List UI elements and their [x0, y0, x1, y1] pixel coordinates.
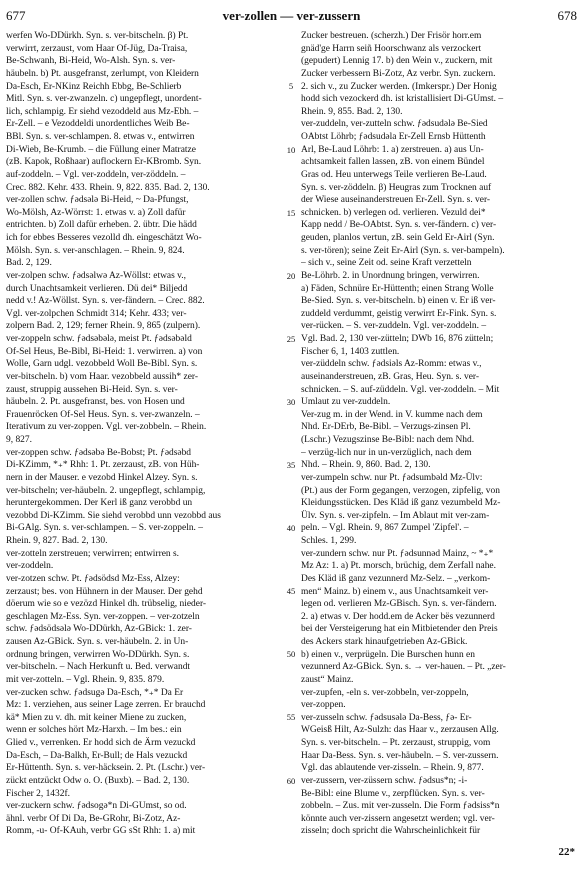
text-line: (gepudert) Lennig 17. b) den Wein v., zuckern, mit [301, 56, 493, 67]
text-line: gnäd'ge Harrn seiñ Hoorschwanz als verzockert [301, 43, 482, 54]
text-line: Zucker verbessern Bi-Zotz, Az verbr. Syn. zuckern. [301, 68, 496, 79]
line-number: 55 [286, 712, 296, 723]
right-column [301, 30, 579, 840]
text-line: Bi-GAlg. Syn. s. ver-schlampen. – S. ver-zoppeln. – [6, 523, 203, 534]
text-line: zaust“ Mainz. [301, 674, 354, 685]
text-line: ver-zucken schw. ƒədsugə Da-Esch, *₊* Da Er [6, 687, 184, 698]
text-line: durch Unachtsamkeit verlieren. Dü dei* Biljedd [6, 283, 188, 294]
text-line: könnte auch ver-zissern angesetzt werden; vgl. ver- [301, 813, 495, 824]
signature-mark: 22* [558, 846, 575, 858]
text-line: geschlagen Mz-Ess. Syn. ver-zoppen. – ver-zotzeln [6, 611, 200, 622]
text-line: zobbeln. – Zus. mit ver-zusseln. Die Form ƒədsiss*n [301, 801, 500, 812]
text-line: Mölsh. Syn. s. ver-anschlagen. – Rhein. 9, 824. [6, 245, 185, 256]
text-line: Be-Löhrb. 2. in Unordnung bringen, verwirren. [301, 270, 480, 281]
page-number-left: 677 [6, 8, 26, 23]
text-line: Di-KZimm, *₊* Rhh: 1. Pt. zerzaust, zB. von Hüh- [6, 460, 200, 471]
text-line: Mitl. Syn. s. ver-zwanzeln. c) ungepflegt, unordent- [6, 94, 202, 105]
line-number: 35 [286, 460, 296, 471]
text-line: heruntergekommen. Der Kerl iß ganz verobbd un [6, 498, 193, 509]
text-line: ver-bitscheln. – Nach Herkunft u. Bed. verwandt [6, 662, 191, 673]
running-title: ver-zollen — ver-zussern [222, 8, 361, 23]
text-line: ver-züddeln schw. ƒədsiəls Az-Romm: etwas v., [301, 359, 482, 370]
text-line: Nhd. – Rhein. 9, 860. Bad. 2, 130. [301, 460, 431, 471]
page-number-right: 678 [557, 8, 577, 23]
text-line: wenn er solches hört Mz-Harxh. – Im bes.: ein [6, 725, 182, 736]
line-number: 5 [288, 81, 294, 92]
text-line: ver-zusseln schw. ƒədsusələ Da-Bess, ƒə- Er- [301, 712, 472, 723]
text-line: Fischer 6, 1, 1403 zuttlen. [301, 346, 400, 357]
text-line: (Lschr.) Vezugszinse Be-Bibl: nach dem Nhd. [301, 435, 475, 445]
text-line: Ülv. Syn. s. ver-zipfeln. – Im Ablaut mit ver-zam- [301, 510, 490, 521]
text-line: zuddeld verdummt, geistig verwirrt Er-Fink. Syn. s. [301, 308, 497, 319]
text-line: hodd sich vezockerd dh. ist kristallisiert Di-GUmst. – [301, 94, 504, 105]
text-line: Nhd. Er-DErb, Be-Bibl. – Verzugs-zinsen Pl. [301, 422, 471, 433]
text-line: häubeln. 2. Pt. ausgefranst, bes. von Hosen und [6, 397, 185, 408]
text-line: Bad. 2, 129. [6, 258, 52, 269]
text-line: zaust, struppig aussehen Bi-Heid. Syn. s. ver- [6, 384, 178, 395]
text-line: zisseln; doch spricht die Wahrscheinlichkeit für [301, 826, 481, 837]
text-line: mit ver-zotteln. – Vgl. Rhein. 9, 835. 879. [6, 674, 165, 685]
text-line: Mz Az: 1. a) Pt. morsch, brüchig, dem Zerfall nahe. [301, 561, 496, 572]
text-line: Zucker bestreuen. (scherzh.) Der Frisör horr.em [301, 31, 482, 41]
text-line: zolpern Bad. 2, 129; ferner Rhein. 9, 865 (zulpern). [6, 321, 201, 332]
text-line: ordnung bringen, verwirren Wo-DDürkh. Syn. s. [6, 649, 190, 660]
text-line: Be-Sied. Syn. s. ver-bitscheln. b) einen v. Er iß ver- [301, 296, 496, 307]
text-line: Des Kläd iß ganz vezunnerd Mz-Selz. – „verkom- [301, 573, 491, 584]
text-line: zückt entzückt Odw o. O. (Buxb). – Bad. 2, 130. [6, 775, 190, 786]
text-line: ver-zuckern schw. ƒədsogə*n Di-GUmst, so od. [6, 801, 187, 812]
text-line: OAbtst Löhrb; ƒədsudəla Er-Zell Ernsb Hüttenth [301, 132, 486, 142]
text-line: ver-zotteln zerstreuen; verwirren; entwirren s. [6, 548, 180, 559]
text-line: Er-Zell. – e Vezoddeldi unordentliches Weib Be- [6, 119, 190, 130]
text-line: ver-zussern, ver-züssern schw. ƒədsus*n; -i- [301, 775, 468, 786]
text-line: Ver-zug m. in der Wend. in V. kumme nach dem [301, 409, 483, 420]
left-column [6, 30, 281, 840]
text-line: BBl. Syn. s. ver-schlampen. 8. etwas v., entwirren [6, 132, 195, 142]
text-line: ähnl. verbr Of Di Da, Be-GRohr, Bi-Zotz, Az- [6, 813, 181, 824]
text-line: ver-bitscheln; ver-häubeln. 2. ungepflegt, schlampig, [6, 485, 206, 496]
text-line: geuden, planlos vertun, zB. sein Geld Er-Airl (Syn. [301, 233, 495, 243]
text-line: – verzüg-lich nur in un-verzüglich, nach dem [301, 447, 472, 458]
text-line: a) Fäden, Schnüre Er-Hüttenth; einen Strang Wolle [301, 283, 494, 294]
text-line: nedd v.! Az-Wöllst. Syn. s. ver-fändern. – Crec. 882. [6, 296, 205, 307]
text-line: ver-zollen schw. ƒədsələ Bi-Heid, ~ Da-Pfungst, [6, 195, 189, 206]
page-header [6, 8, 577, 26]
text-line: ver-zumpeln schw. nur Pt. ƒədsumbəld Mz-Ülv: [301, 472, 483, 483]
line-number: 25 [286, 333, 296, 344]
text-line: Be-Bibl: eine Blume v., zerpflücken. Syn. s. ver- [301, 788, 485, 799]
text-line: Syn. s. ver-zöddeln. β) Heugras zum Trocknen auf [301, 182, 492, 193]
text-line: nern in der Mauser. e vezobd Hinkel Alzey. Syn. s. [6, 472, 198, 483]
line-number: 50 [286, 649, 296, 660]
text-line: ver-zoppen schw. ƒədsəbə Be-Bobst; Pt. ƒədsəbd [6, 447, 192, 458]
text-line: 2. a) etwas v. Der hodd.em de Acker bës vezunnerd [301, 611, 495, 622]
line-number: 15 [286, 207, 296, 218]
text-line: döerum wie so e vezözd Hinkel dh. trübselig, nieder- [6, 599, 207, 610]
text-line: ver-zupfen, -eln s. ver-zobbeln, ver-zoppeln, [301, 687, 469, 698]
line-number: 40 [286, 523, 296, 534]
text-line: Kapp nedd / Be-OAbtst. Syn. s. ver-fändern. c) ver- [301, 220, 497, 231]
text-line: ich for ebbes Besseres vezolld dh. eingeschätzt Wo- [6, 233, 202, 243]
text-line: ver-zoppen. [301, 700, 346, 711]
line-number: 60 [286, 775, 296, 786]
text-line: zausen Az-GBick. Syn. s. ver-häubeln. 2. in Un- [6, 637, 189, 647]
text-line: Wo-Mölsh, Az-Wörrst: 1. etwas v. a) Zoll dafür [6, 207, 186, 218]
text-line: legen od. verlieren Mz-GBisch. Syn. s. ver-fändern. [301, 599, 497, 610]
text-line: des Ackers stark hinaufgetrieben Az-GBick. [301, 637, 468, 647]
text-line: Rhein. 9, 827. Bad. 2, 130. [6, 536, 108, 546]
text-line: Haar Da-Bess. Syn. s. ver-häubeln. – S. ver-zussern. [301, 750, 499, 761]
text-line: – sich v., seine Zeit od. seine Kraft verzetteln [301, 258, 472, 269]
text-line: Romm, -u- Of-KAuh, verbr GG sSt Rhh: 1. a) mit [6, 826, 196, 837]
text-line: men“ Mainz. b) einem v., aus Unachtsamkeit ver- [301, 586, 489, 597]
text-line: bei der Versteigerung hat ein Mitbietender den Preis [301, 624, 498, 635]
text-line: der Wiese auseinanderstreuen Er-Zell. Syn. s. ver- [301, 195, 491, 206]
text-line: vezunnerd Az-GBick. Syn. s. → ver-hauen. – Pt. „zer- [301, 662, 506, 673]
line-number: 10 [286, 144, 296, 155]
text-line: ver-zuddeln, ver-zutteln schw. ƒədsudələ Be-Sied [301, 119, 488, 130]
text-line: Iterativum zu ver-zoppen. Vgl. ver-zobbeln. – Rhein. [6, 422, 207, 433]
text-line: ver-zoddeln. [6, 561, 54, 572]
text-line: ver-rücken. – S. ver-zuddeln. Vgl. ver-zoddeln. – [301, 321, 487, 332]
text-line: kä* Mien zu v. dh. mit keiner Miene zu zucken, [6, 712, 187, 723]
text-line: Vgl. ver-zolpchen Schmidt 314; Kehr. 433; ver- [6, 308, 187, 319]
text-line: Da-Esch, Er-NKinz Reichh Ebbg, Be-Schlierb [6, 81, 182, 92]
text-line: lich, schlampig. Er siehd vezoddeld aus Mz-Ebh. – [6, 106, 199, 117]
text-line: schnicken. – S. auf-züddeln. Vgl. ver-zoddeln. – Mit [301, 384, 500, 395]
text-line: Be-Schwanh, Bi-Heid, Wo-Alsh. Syn. s. ver- [6, 56, 176, 67]
text-line: Syn. s. ver-bitscheln. – Pt. zerzaust, struppig, vom [301, 738, 491, 748]
text-line: Gras od. Heu unterwegs Teile verlieren Be-Laud. [301, 169, 487, 180]
text-line: (zB. Kapok, Roßhaar) auflockern Er-KBromb. Syn. [6, 157, 202, 168]
text-line: Er-Hüttenth. Syn. s. ver-häcksein. 2. Pt. (Lschr.) ver- [6, 763, 206, 774]
text-line: Glied v., verrenken. Er hodd sich de Ärm vezuckd [6, 738, 196, 748]
text-line: auseinanderstreuen, zB. Gras, Heu. Syn. s. ver- [301, 371, 480, 382]
text-line: werfen Wo-DDürkh. Syn. s. ver-bitscheln. β) Pt. [6, 31, 189, 41]
text-line: schnicken. b) verlegen od. verlieren. Vezuld dei* [301, 207, 486, 218]
text-line: Di-Wieb, Be-Krumb. – die Füllung einer Matratze [6, 144, 196, 155]
text-line: ver-zundern schw. nur Pt. ƒədsunnəd Mainz, ~ *₊* [301, 548, 494, 559]
text-line: b) einen v., verprügeln. Die Burschen hunn en [301, 649, 475, 660]
text-line: Mz: 1. verziehen, aus seiner Lage zerren. Er brauchd [6, 700, 206, 711]
text-line: Umlaut zu ver-zuddeln. [301, 397, 391, 408]
text-line: 2. sich v., zu Zucker werden. (Imkerspr.) Der Honig [301, 81, 497, 92]
text-line: entrichten. b) Zoll dafür erheben. 2. übtr. Die hädd [6, 220, 197, 231]
text-line: ver-zotzen schw. Pt. ƒədsödsd Mz-Ess, Alzey: [6, 573, 180, 584]
text-line: ver-zolpen schw. ƒədsəlwə Az-Wöllst: etwas v., [6, 270, 186, 281]
text-line: schw. ƒədsödsələ Wo-DDürkh, Az-GBick: 1. zer- [6, 624, 192, 635]
line-number: 20 [286, 270, 296, 281]
text-line: achtsamkeit fallen lassen, zB. von einem Bündel [301, 157, 485, 168]
text-line: Arl, Be-Laud Löhrb: 1. a) zerstreuen. a) aus Un- [301, 144, 484, 155]
text-line: Frauenröcken Of-Sel Heus. Syn. s. ver-zwanzeln. – [6, 409, 200, 420]
text-line: häubeln. b) Pt. ausgefranst, zerlumpt, von Kleidern [6, 68, 199, 79]
text-line: vezobbd Di-KZimm. Sie siehd verobbd unn vezobbd aus [6, 510, 221, 521]
text-line: Rhein. 9, 855. Bad. 2, 130. [301, 106, 403, 117]
text-line: ver-zoppeln schw. ƒədsəbələ, meist Pt. ƒədsəbəld [6, 334, 192, 344]
text-line: ver-bitscheln. b) vom Haar. vezobbeld aussih* zer- [6, 371, 198, 382]
text-line: s. ver-tören); seine Zeit Er-Airl (Syn. s. ver-bampeln). [301, 245, 505, 256]
text-line: (Pt.) aus der Form gegangen, verzogen, zipfelig, von [301, 485, 500, 496]
line-number-gutter [281, 30, 301, 840]
text-line: WGeisß Hilt, Az-Sulzh: das Haar v., zerzausen Allg. [301, 725, 499, 736]
text-line: Kleidungsstücken. Des Kläd iß ganz vezumbeld Mz- [301, 498, 501, 509]
text-line: auf-zoddeln. – Vgl. ver-zoddeln, ver-zöddeln. – [6, 169, 186, 180]
text-line: verwirrt, zerzaust, vom Haar Of-Jüg, Da-Traisa, [6, 43, 188, 54]
text-line: Crec. 882. Kehr. 433. Rhein. 9, 822. 835. Bad. 2, 130. [6, 182, 210, 193]
text-line: Wolle, Garn udgl. vezobbeld Woll Be-Bibl. Syn. s. [6, 359, 198, 370]
text-line: Vgl. Bad. 2, 130 ver-zütteln; DWb 16, 876 zütteln; [301, 334, 494, 344]
line-number: 45 [286, 586, 296, 597]
line-number: 30 [286, 396, 296, 407]
text-line: Vgl. das ablautende ver-zisseln. – Rhein. 9, 877. [301, 763, 484, 774]
text-line: Of-Sel Heus, Be-Bibl, Bi-Heid: 1. verwirren. a) von [6, 346, 203, 357]
text-line: zerzaust; bes. von Hühnern in der Mauser. Der gehd [6, 586, 203, 597]
text-line: peln. – Vgl. Rhein. 9, 867 Zumpel 'Zipfel'. – [301, 523, 469, 534]
text-line: Fischer 2, 1432f. [6, 788, 70, 799]
text-line: Da-Esch, – Da-Balkh, Er-Bull; de Hals vezuckd [6, 750, 188, 761]
text-line: 9, 827. [6, 435, 32, 445]
text-line: Schles. 1, 299. [301, 536, 357, 546]
